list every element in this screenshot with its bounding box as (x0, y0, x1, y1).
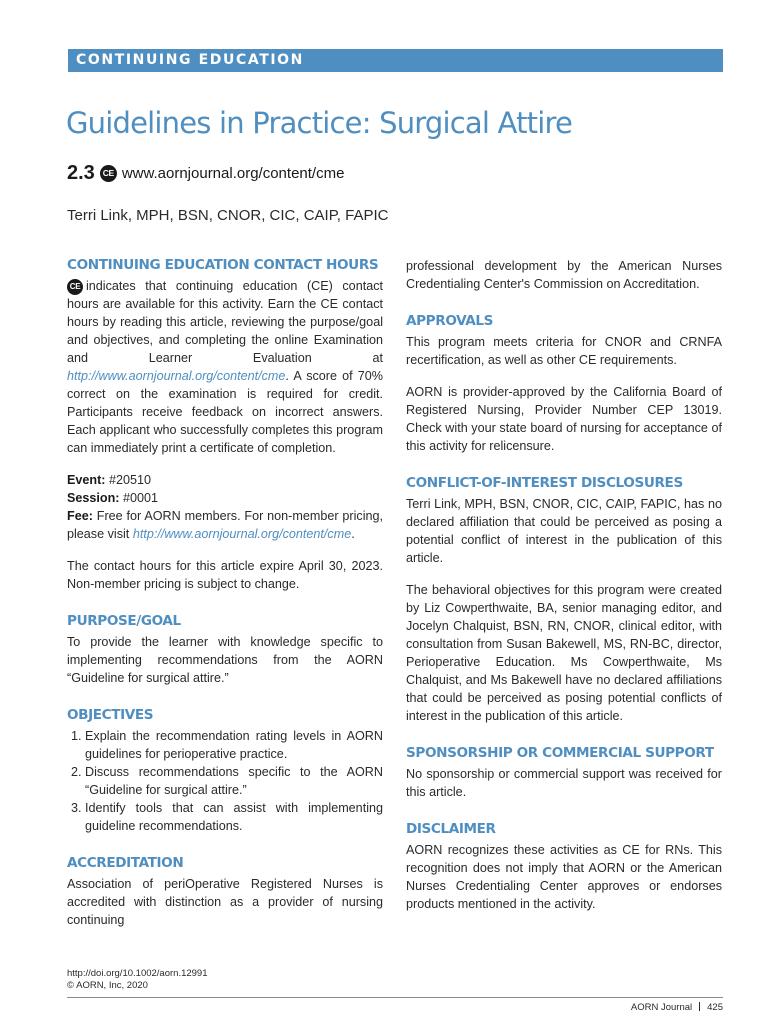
footer-divider (67, 997, 723, 998)
approvals-section (406, 313, 722, 455)
event-value: #20510 (105, 473, 152, 487)
page-footer (631, 1002, 723, 1013)
approvals-text-2: AORN is provider-approved by the California Board of Registered Nursing, Provider Number CEP 13019. Check with your state board of nursing for acceptance of this activity for relicensure. (406, 385, 722, 453)
right-column (406, 257, 722, 933)
session-value: #0001 (119, 491, 159, 505)
disclaimer-section (406, 821, 722, 913)
coi-heading: CONFLICT-OF-INTEREST DISCLOSURES (406, 475, 683, 491)
doi-link[interactable]: http://doi.org/10.1002/aorn.12991 (67, 968, 208, 979)
accreditation-heading: ACCREDITATION (67, 855, 184, 871)
ce-icon: CE (67, 279, 83, 295)
fee-label: Fee: (67, 509, 93, 523)
expiration-text: The contact hours for this article expire April 30, 2023. Non-member pricing is subject to change. (67, 559, 383, 591)
accreditation-continued-text: professional development by the American Nurses Credentialing Center's Commission on Accreditation. (406, 259, 722, 291)
left-column (67, 257, 383, 949)
ce-credit-value: 2.3 (67, 162, 95, 184)
objectives-list (67, 727, 383, 835)
copyright: © AORN, Inc, 2020 (67, 980, 148, 991)
ce-contact-hours-heading: CONTINUING EDUCATION CONTACT HOURS (67, 257, 379, 273)
fee-cme-link[interactable]: http://www.aornjournal.org/content/cme (132, 527, 352, 541)
event-label: Event: (67, 473, 106, 487)
purpose-heading: PURPOSE/GOAL (67, 613, 181, 629)
ce-credits-line (67, 162, 344, 185)
page-number: 425 (707, 1002, 723, 1013)
disclaimer-text: AORN recognizes these activities as CE for RNs. This recognition does not imply that AORN or the American Nurses Credentialing Center approves or endorses products mentioned in the activity. (406, 843, 722, 911)
objective-item: 2. Discuss recommendations specific to the AORN “Guideline for surgical attire.” (85, 763, 383, 799)
fee-end: . (351, 527, 355, 541)
cme-url[interactable]: www.aornjournal.org/content/cme (121, 165, 345, 182)
coi-text-1: Terri Link, MPH, BSN, CNOR, CIC, CAIP, FAPIC, has no declared affiliation that could be perceived as posing a potential conflict of interest in the publication of this article. (406, 497, 722, 565)
sponsorship-heading: SPONSORSHIP OR COMMERCIAL SUPPORT (406, 745, 714, 761)
disclaimer-heading: DISCLAIMER (406, 821, 496, 837)
coi-section (406, 475, 722, 725)
footer-separator (699, 1002, 700, 1011)
ce-contact-hours-text (67, 277, 383, 457)
accreditation-section (67, 855, 383, 929)
objectives-section (67, 707, 383, 835)
ce-contact-hours-section (67, 257, 383, 593)
section-banner: CONTINUING EDUCATION (68, 49, 723, 72)
coi-text-2: The behavioral objectives for this program were created by Liz Cowperthwaite, BA, senior managing editor, and Jocelyn Chalquist, BSN, RN, CNOR, clinical editor, with consultation from Susan Bakewell, MS, RN-BC, director, Perioperative Education. Ms Cowperthwaite, Ms Chalquist, and Ms Bakewell have no declared affiliations that could be perceived as posing potential conflicts of interest in the publication of this article. (406, 583, 722, 723)
accreditation-continued (406, 257, 722, 293)
objective-item: 1. Explain the recommendation rating levels in AORN guidelines for perioperative practice. (85, 727, 383, 763)
sponsorship-text: No sponsorship or commercial support was received for this article. (406, 767, 722, 799)
event-details (67, 471, 383, 543)
journal-name: AORN Journal (630, 1002, 693, 1013)
purpose-section (67, 613, 383, 687)
approvals-text-1: This program meets criteria for CNOR and CRNFA recertification, as well as other CE requirements. (406, 335, 722, 367)
approvals-heading: APPROVALS (406, 313, 494, 329)
accreditation-text: Association of periOperative Registered Nurses is accredited with distinction as a provider of nursing continuing (67, 877, 383, 927)
objectives-heading: OBJECTIVES (67, 707, 154, 723)
cme-link[interactable]: http://www.aornjournal.org/content/cme (67, 369, 286, 383)
doi-block (67, 968, 208, 992)
session-label: Session: (67, 491, 120, 505)
sponsorship-section (406, 745, 722, 801)
article-title: Guidelines in Practice: Surgical Attire (66, 106, 573, 140)
fee-value: Free for AORN members. For non-member pricing, please visit (67, 509, 383, 541)
objective-item: 3. Identify tools that can assist with implementing guideline recommendations. (85, 799, 383, 835)
ce-icon: CE (100, 165, 117, 182)
ce-text-a: indicates that continuing education (CE) contact hours are available for this activity. Earn the CE contact hours by reading this article, reviewing the purpose/goal and objectives, and completing the online Examination and Learner Evaluation at (67, 279, 383, 365)
author-line: Terri Link, MPH, BSN, CNOR, CIC, CAIP, FAPIC (67, 207, 389, 224)
ce-text-b: . A score of 70% correct on the examination is required for credit. Participants receive feedback on incorrect answers. Each applicant who successfully completes this program can immediately print a certificate of completion. (67, 369, 383, 455)
purpose-text: To provide the learner with knowledge specific to implementing recommendations from the AORN “Guideline for surgical attire.” (67, 635, 383, 685)
